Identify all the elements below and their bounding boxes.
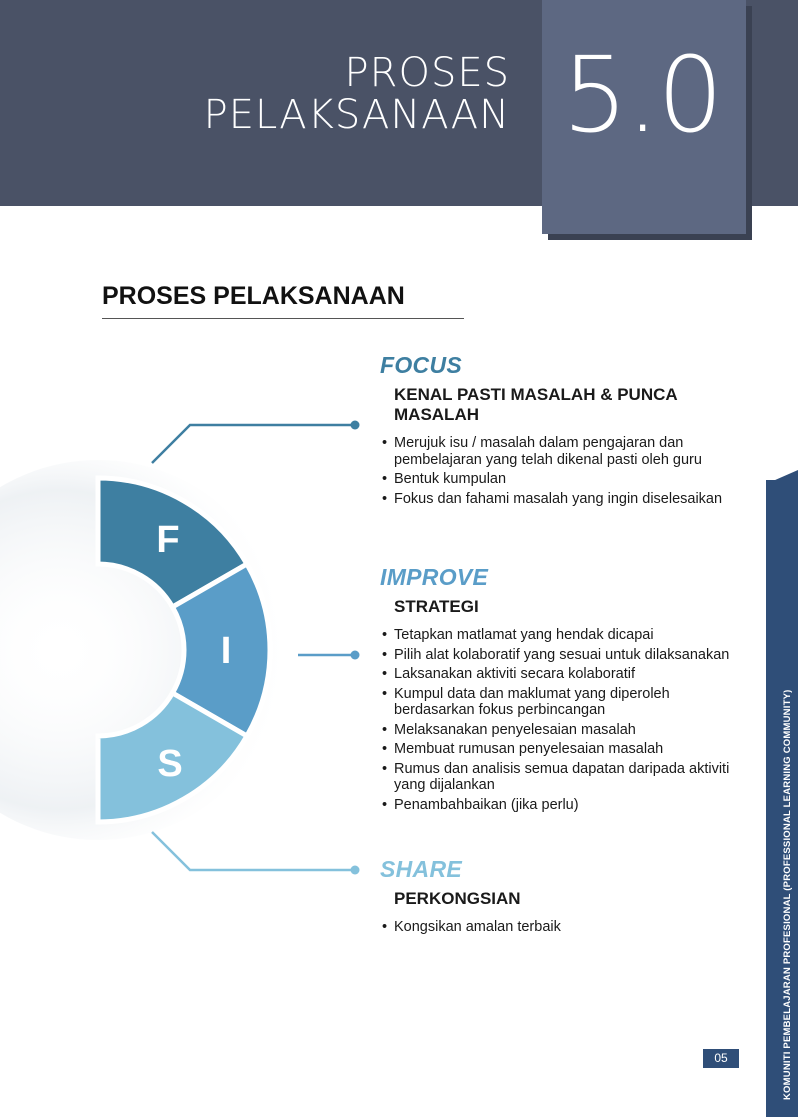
list-item: • Kumpul data dan maklumat yang diperoleh berdasarkan fokus perbincangan xyxy=(380,686,740,719)
segment-letter-s: S xyxy=(157,743,183,785)
share-connector xyxy=(152,832,355,870)
list-item: • Merujuk isu / masalah dalam pengajaran dan pembelajaran yang telah dikenal pasti oleh guru xyxy=(380,435,740,468)
focus-connector-dot xyxy=(351,421,360,430)
share-subtitle: PERKONGSIAN xyxy=(394,889,521,908)
chapter-title-line1: PROSES xyxy=(344,50,510,96)
share-title: SHARE xyxy=(380,856,463,882)
chapter-title-line2: PELAKSANAAN xyxy=(203,92,510,138)
improve-connector-dot xyxy=(351,651,360,660)
list-item: • Membuat rumusan penyelesaian masalah xyxy=(380,741,740,758)
list-item: • Fokus dan fahami masalah yang ingin diselesaikan xyxy=(380,491,740,508)
share-block xyxy=(380,856,740,939)
list-item: • Laksanakan aktiviti secara kolaboratif xyxy=(380,666,740,683)
chapter-number: 5.0 xyxy=(562,34,722,156)
focus-connector xyxy=(152,425,355,463)
focus-block xyxy=(380,352,740,510)
improve-points xyxy=(380,627,740,813)
share-points xyxy=(380,919,740,936)
segment-letter-f: F xyxy=(156,519,180,561)
focus-title: FOCUS xyxy=(380,352,462,378)
list-item: • Penambahbaikan (jika perlu) xyxy=(380,797,740,814)
list-item: • Bentuk kumpulan xyxy=(380,471,740,488)
share-connector-dot xyxy=(351,866,360,875)
fis-wheel-diagram xyxy=(0,400,360,900)
section-heading: PROSES PELAKSANAAN xyxy=(102,282,405,310)
focus-points xyxy=(380,435,740,507)
list-item: • Tetapkan matlamat yang hendak dicapai xyxy=(380,627,740,644)
page-number: 05 xyxy=(703,1049,739,1068)
sidebar-running-title: KOMUNITI PEMBELAJARAN PROFESIONAL (PROFESSIONAL LEARNING COMMUNITY) xyxy=(782,689,793,1100)
section-divider xyxy=(102,318,464,319)
improve-subtitle: STRATEGI xyxy=(394,597,479,616)
improve-title: IMPROVE xyxy=(380,564,489,590)
list-item: • Melaksanakan penyelesaian masalah xyxy=(380,722,740,739)
list-item: • Pilih alat kolaboratif yang sesuai untuk dilaksanakan xyxy=(380,647,740,664)
segment-letter-i: I xyxy=(220,630,232,672)
list-item: • Rumus dan analisis semua dapatan daripada aktiviti yang dijalankan xyxy=(380,761,740,794)
focus-subtitle: KENAL PASTI MASALAH & PUNCA MASALAH xyxy=(394,385,678,424)
list-item: • Kongsikan amalan terbaik xyxy=(380,919,740,936)
chapter-title xyxy=(204,52,510,136)
improve-block xyxy=(380,564,740,816)
